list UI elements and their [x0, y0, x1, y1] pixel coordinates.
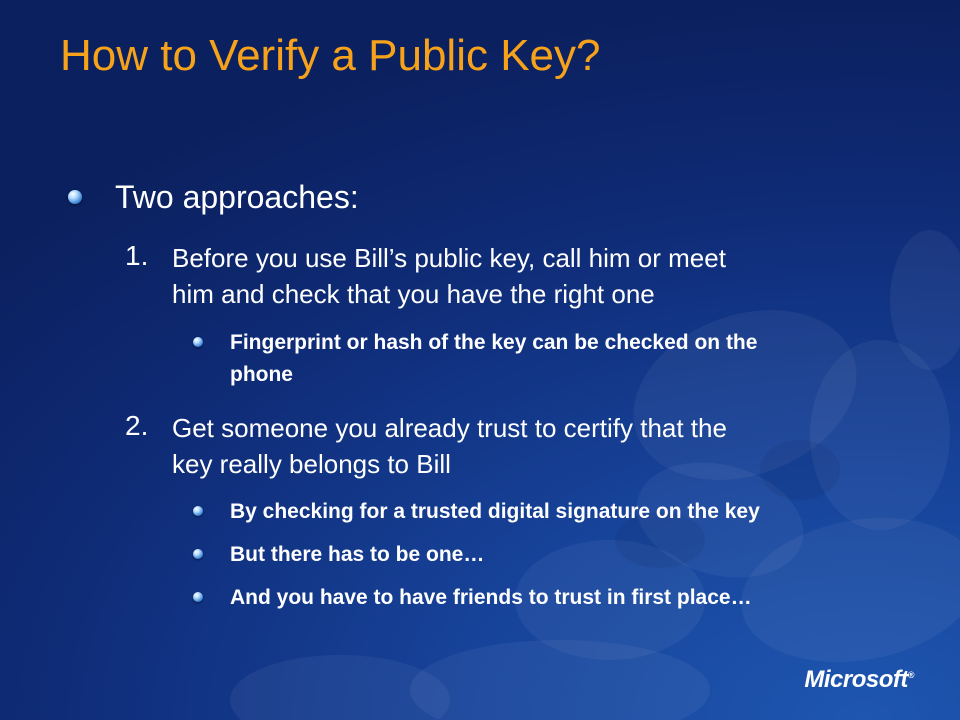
trademark-mark: ®: [907, 670, 914, 680]
item-number: 1.: [125, 240, 149, 271]
subitem-text: [230, 327, 870, 391]
subitem-text: And you have to have friends to trust in first place…: [230, 586, 752, 609]
bullet-icon: [68, 190, 82, 204]
subitem-text: By checking for a trusted digital signature on the key: [230, 500, 760, 523]
item-line: him and check that you have the right one: [172, 279, 655, 309]
level1-text: Two approaches:: [115, 179, 359, 215]
bullet-icon: [193, 549, 203, 559]
bullet-icon: [193, 506, 203, 516]
item-text: [172, 240, 872, 312]
bullet-icon: [193, 337, 203, 347]
item-line: Get someone you already trust to certify that the: [172, 413, 727, 443]
microsoft-logo: [804, 666, 914, 694]
slide-title: How to Verify a Public Key?: [60, 31, 601, 80]
item-text: [172, 410, 872, 482]
item-number: 2.: [125, 410, 149, 441]
bullet-icon: [193, 592, 203, 602]
subitem-text: But there has to be one…: [230, 543, 485, 566]
logo-text: Microsoft: [804, 666, 908, 693]
subitem-line: phone: [230, 363, 293, 386]
subitem-line: Fingerprint or hash of the key can be checked on the: [230, 331, 758, 354]
item-line: key really belongs to Bill: [172, 449, 451, 479]
item-line: Before you use Bill’s public key, call him or meet: [172, 243, 726, 273]
